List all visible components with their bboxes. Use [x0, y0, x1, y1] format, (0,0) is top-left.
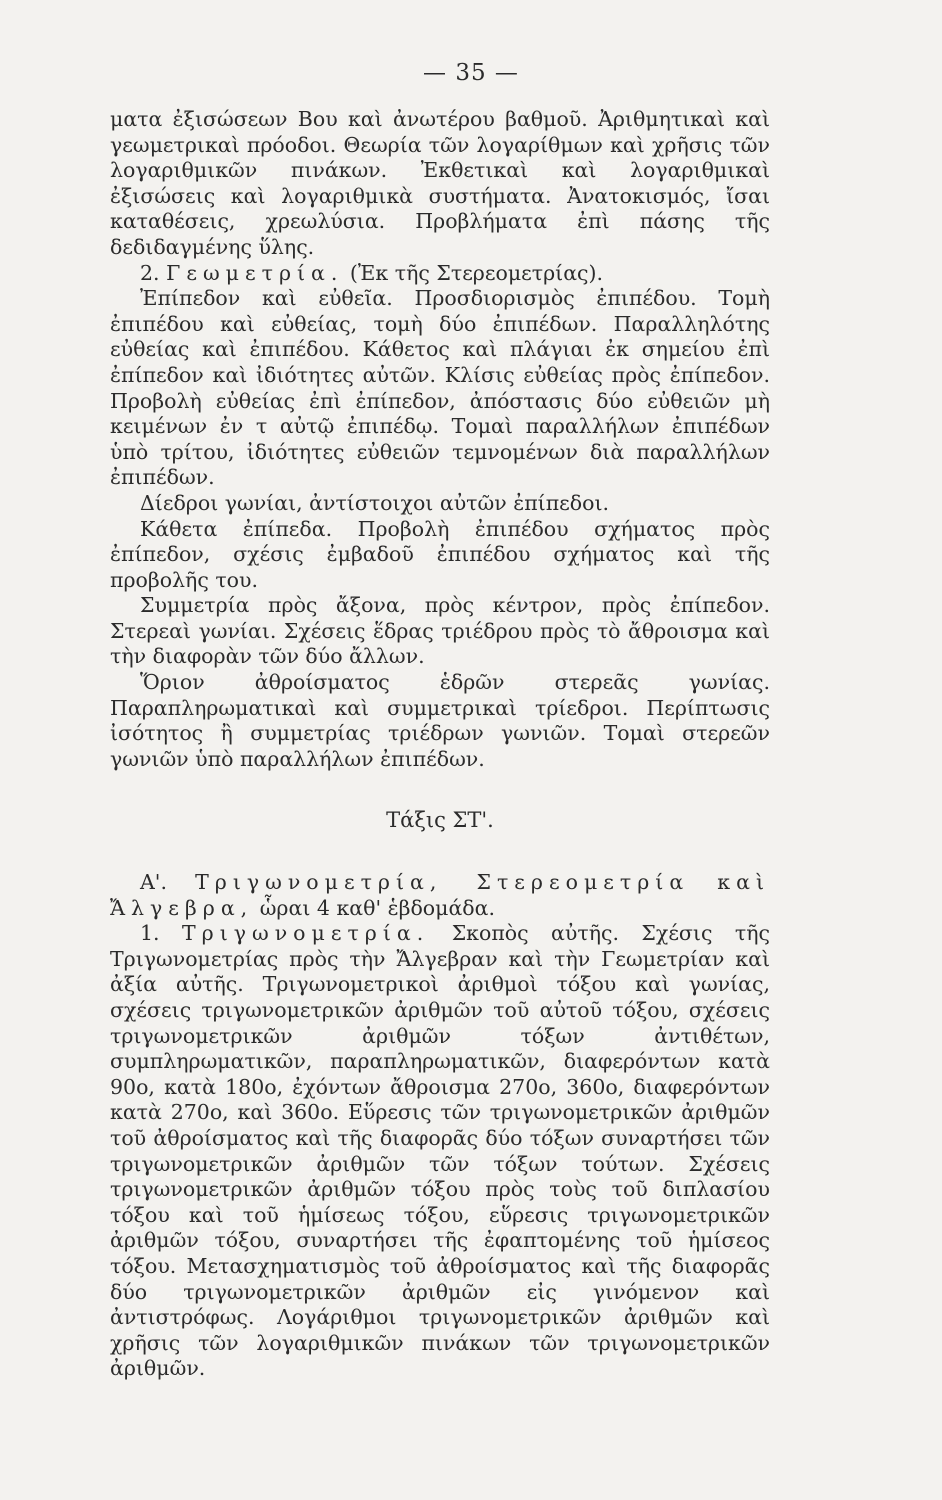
geometry-number: 2. [140, 260, 160, 285]
section-a-prefix: Α'. [140, 870, 167, 895]
paragraph-plane-line: Ἐπίπεδον καὶ εὐθεῖα. Προσδιορισμὸς ἐπιπέδου. Τομὴ ἐπιπέδου καὶ εὐθείας, τομὴ δύο ἐπιπέδων. Παραλληλότης εὐθείας καὶ ἐπιπέδου. Κάθετος καὶ πλάγιαι ἐκ σημείου ἐπὶ ἐπίπεδον καὶ ἰδιότητες αὐτῶν. Κλίσις εὐθείας πρὸς ἐπίπεδον. Προβολὴ εὐθείας ἐπὶ ἐπίπεδον, ἀπόστασις δύο εὐθειῶν μὴ κειμένων ἐν τ αὐτῷ ἐπιπέδῳ. Τομαὶ παραλλήλων ἐπιπέδων ὑπὸ τρίτου, ἰδιότητες εὐθειῶν τεμνομένων διὰ παραλλήλων ἐπιπέδων. [110, 286, 770, 490]
page-number: — 35 — [423, 60, 519, 86]
body-text [110, 107, 770, 1382]
trig-body: Σκοπὸς αὐτῆς. Σχέσις τῆς Τριγωνομετρίας πρὸς τὴν Ἄλγεβραν καὶ τὴν Γεωμετρίαν καὶ ἀξία αὐτῆς. Τριγωνομετρικοὶ ἀριθμοὶ τόξου καὶ γωνίας, σχέσεις τριγωνομετρικῶν ἀριθμῶν τοῦ αὐτοῦ τόξου, σχέσεις τριγωνομετρικῶν ἀριθμῶν τόξων ἀντιθέτων, συμπληρωματικῶν, παραπληρωματικῶν, διαφερόντων κατὰ 90ο, κατὰ 180ο, ἐχόντων ἄθροισμα 270ο, 360ο, διαφερόντων κατὰ 270ο, καὶ 360ο. Εὕρεσις τῶν τριγωνομετρικῶν ἀριθμῶν τοῦ ἀθροίσματος καὶ τῆς διαφορᾶς δύο τόξων συναρτήσει τῶν τριγωνομετρικῶν ἀριθμῶν τῶν τόξων τούτων. Σχέσεις τριγωνομετρικῶν ἀριθμῶν τόξου πρὸς τοὺς τοῦ διπλασίου τόξου καὶ τοῦ ἡμίσεως τόξου, εὕρεσις τριγωνομετρικῶν ἀριθμῶν τόξου, συναρτήσει τῆς ἐφαπτομένης τοῦ ἡμίσεος τόξου. Μετασχηματισμὸς τοῦ ἀθροίσματος καὶ τῆς διαφορᾶς δύο τριγωνομετρικῶν ἀριθμῶν εἰς γινόμενον καὶ ἀντιστρόφως. Λογάριθμοι τριγωνομετρικῶν ἀριθμῶν καὶ χρῆσις τῶν λογαριθμικῶν πινάκων τῶν τριγωνομετρικῶν ἀριθμῶν. [110, 921, 770, 1381]
section-a-algebra: Ἄλγεβρα, [110, 895, 254, 920]
paragraph-section-a [110, 870, 770, 921]
paragraph-dihedral: Δίεδροι γωνίαι, ἀντίστοιχοι αὐτῶν ἐπίπεδοι. [140, 490, 610, 515]
geometry-subtitle: (Ἐκ τῆς Στερεομετρίας). [349, 260, 604, 285]
section-a-hours: ὧραι 4 καθ' ἑβδομάδα. [259, 895, 495, 920]
trig-number: 1. [140, 921, 160, 946]
section-a-and: καὶ [717, 870, 770, 895]
paragraph-symmetry: Συμμετρία πρὸς ἄξονα, πρὸς κέντρον, πρὸς ἐπίπεδον. Στερεαὶ γωνίαι. Σχέσεις ἕδρας τριέδρου πρὸς τὸ ἄθροισμα καὶ τὴν διαφορὰν τῶν δύο ἄλλων. [110, 593, 770, 669]
paragraph-trigonometry [110, 921, 770, 1382]
trig-heading: Τριγωνομετρία. [181, 921, 430, 946]
class-heading: Τάξις ΣΤ'. [386, 808, 494, 833]
paragraph-geometry-title [110, 261, 770, 287]
geometry-heading: Γεωμετρία. [166, 260, 344, 285]
paragraph-perpendicular-planes: Κάθετα ἐπίπεδα. Προβολὴ ἐπιπέδου σχήματος πρὸς ἐπίπεδον, σχέσις ἐμβαδοῦ ἐπιπέδου σχήματος καὶ τῆς προβολῆς του. [110, 516, 770, 592]
paragraph-algebra-end: ματα ἐξισώσεων Βου καὶ ἀνωτέρου βαθμοῦ. Ἀριθμητικαὶ καὶ γεωμετρικαὶ πρόοδοι. Θεωρία τῶν λογαρίθμων καὶ χρῆσις τῶν λογαριθμικῶν πινάκων. Ἐκθετικαὶ καὶ λογαριθμικαὶ ἐξισώσεις καὶ λογαριθμικὰ συστήματα. Ἀνατοκισμός, ἴσαι καταθέσεις, χρεωλύσια. Προβλήματα ἐπὶ πάσης τῆς δεδιδαγμένης ὕλης. [110, 107, 770, 259]
section-a-subjects: Τριγωνομετρία, Στερεομετρία [195, 870, 690, 895]
paragraph-solid-angles: Ὅριον ἀθροίσματος ἑδρῶν στερεᾶς γωνίας. Παραπληρωματικαὶ καὶ συμμετρικαὶ τρίεδροι. Περίπτωσις ἰσότητος ἢ συμμετρίας τριέδρων γωνιῶν. Τομαὶ στερεῶν γωνιῶν ὑπὸ παραλλήλων ἐπιπέδων. [110, 670, 770, 771]
